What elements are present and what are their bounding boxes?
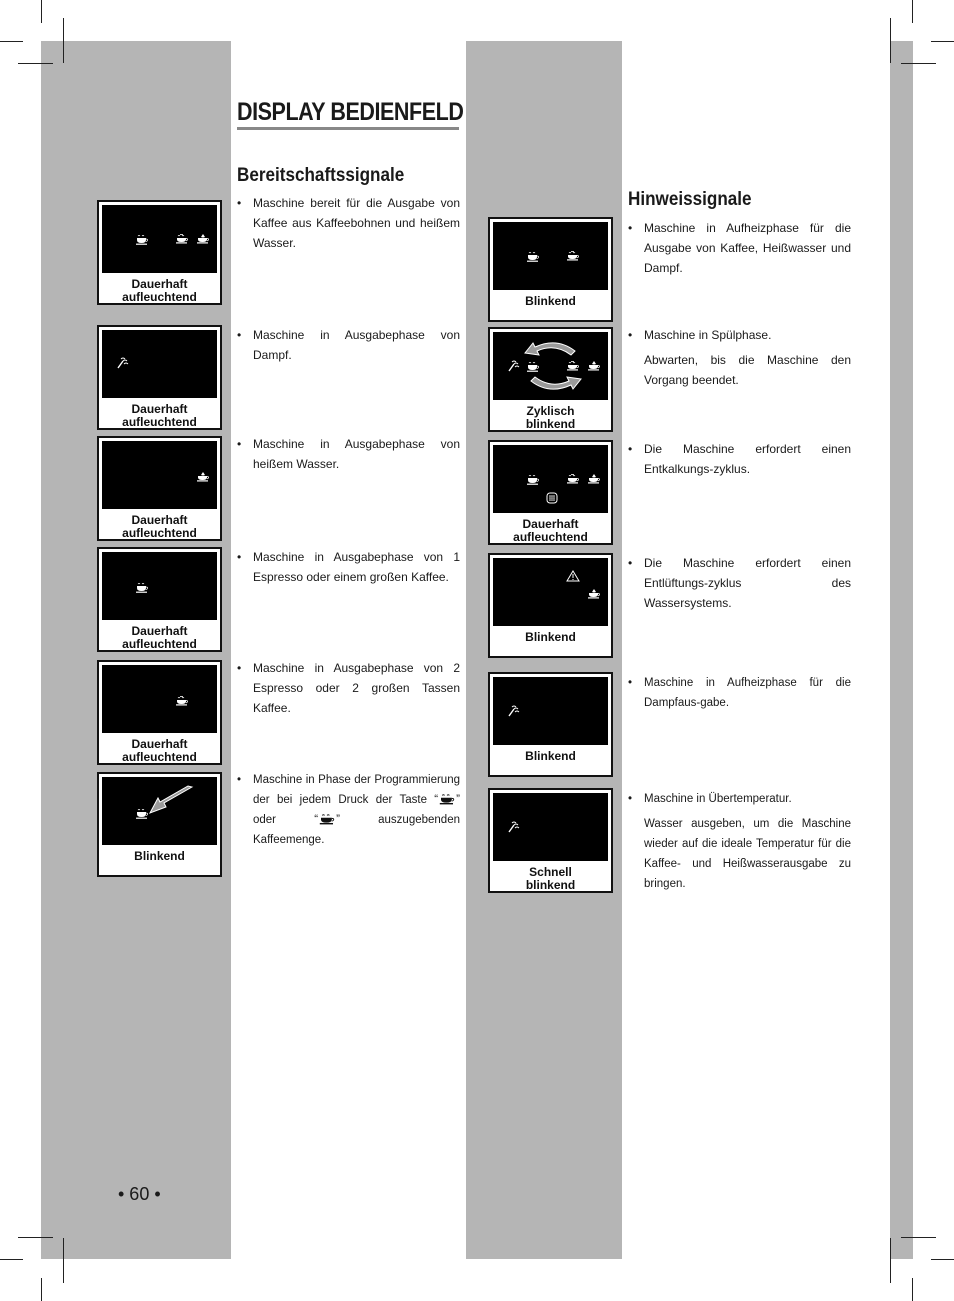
coffee-cup-icon	[566, 474, 580, 484]
display-screen	[102, 330, 217, 398]
coffee-button-icon	[318, 813, 336, 825]
display-panel	[97, 436, 222, 541]
description: • Maschine in Ausgabephase von heißem Wasser.	[237, 437, 460, 471]
display-panel	[488, 788, 613, 893]
panel-caption: Dauerhaft aufleuchtend	[122, 402, 197, 429]
description: • Maschine in Phase der Programmierung der bei jedem Druck der Taste “ ” oder “ ” auszugebenden Kaffeemenge.	[237, 774, 460, 846]
steam-icon	[506, 821, 520, 833]
hot-water-icon	[587, 589, 601, 599]
display-screen	[493, 445, 608, 513]
display-screen	[102, 665, 217, 733]
display-panel	[97, 325, 222, 430]
coffee-cup-icon	[175, 234, 189, 244]
steam-icon	[506, 705, 520, 717]
espresso-cup-icon	[135, 583, 149, 593]
title-underline	[237, 127, 459, 130]
espresso-button-icon	[438, 793, 456, 805]
panel-caption: Blinkend	[525, 294, 576, 308]
display-screen	[493, 558, 608, 626]
steam-icon	[115, 357, 129, 369]
panel-caption: Blinkend	[525, 749, 576, 763]
display-panel	[488, 440, 613, 545]
display-panel	[488, 672, 613, 777]
page-number: • 60 •	[118, 1184, 161, 1204]
description: • Die Maschine erfordert einen Entlüftungs-zyklus des Wassersystems.	[628, 556, 851, 610]
warning-icon	[566, 570, 580, 582]
panel-caption: Blinkend	[134, 849, 185, 863]
display-screen	[102, 552, 217, 620]
description: • Die Maschine erfordert einen Entkalkungs-zyklus.	[628, 442, 851, 476]
display-screen	[493, 677, 608, 745]
section-heading-hinweissignale: Hinweissignale	[628, 189, 752, 210]
display-panel	[97, 772, 222, 877]
hot-water-icon	[587, 474, 601, 484]
display-panel	[97, 660, 222, 765]
espresso-cup-icon	[135, 235, 149, 245]
description: • Maschine in Aufheizphase für die Ausgabe von Kaffee, Heißwasser und Dampf.	[628, 221, 851, 275]
description: • Maschine in Ausgabephase von 2 Espresso oder 2 großen Tassen Kaffee.	[237, 661, 460, 715]
display-panel	[97, 547, 222, 652]
display-panel	[97, 200, 222, 305]
section-heading-bereitschaftssignale: Bereitschaftssignale	[237, 165, 405, 186]
panel-caption: Dauerhaft aufleuchtend	[122, 737, 197, 764]
hot-water-icon	[196, 472, 210, 482]
panel-caption: Zyklisch blinkend	[525, 404, 576, 431]
steam-icon	[506, 360, 520, 372]
panel-caption: Schnell blinkend	[525, 865, 576, 892]
espresso-cup-icon	[526, 252, 540, 262]
descale-icon	[546, 492, 558, 504]
display-screen	[102, 205, 217, 273]
page-title: DISPLAY BEDIENFELD	[237, 98, 464, 126]
description: • Maschine in Spülphase. Abwarten, bis die Maschine den Vorgang beendet.	[628, 328, 851, 387]
pointer-arrow-icon	[146, 783, 194, 815]
panel-caption: Dauerhaft aufleuchtend	[122, 277, 197, 304]
display-screen	[493, 793, 608, 861]
cycle-arrows-icon	[523, 335, 583, 397]
description: • Maschine bereit für die Ausgabe von Kaffee aus Kaffeebohnen und heißem Wasser.	[237, 196, 460, 250]
coffee-cup-icon	[175, 696, 189, 706]
display-screen	[102, 441, 217, 509]
panel-caption: Blinkend	[525, 630, 576, 644]
display-screen	[493, 222, 608, 290]
hot-water-icon	[587, 361, 601, 371]
display-screen	[493, 332, 608, 400]
panel-caption: Dauerhaft aufleuchtend	[122, 513, 197, 540]
right-margin-bar	[890, 41, 913, 1259]
panel-caption: Dauerhaft aufleuchtend	[513, 517, 588, 544]
display-panel	[488, 327, 613, 432]
description: • Maschine in Aufheizphase für die Dampfaus-gabe.	[628, 677, 851, 709]
description: • Maschine in Ausgabephase von 1 Espresso oder einem großen Kaffee.	[237, 550, 460, 584]
display-panel	[488, 553, 613, 658]
panel-caption: Dauerhaft aufleuchtend	[122, 624, 197, 651]
espresso-cup-icon	[526, 475, 540, 485]
coffee-cup-icon	[566, 251, 580, 261]
hot-water-icon	[196, 234, 210, 244]
display-panel	[488, 217, 613, 322]
description: • Maschine in Ausgabephase von Dampf.	[237, 328, 460, 362]
display-screen	[102, 777, 217, 845]
description: • Maschine in Übertemperatur. Wasser ausgeben, um die Maschine wieder auf die ideale Temperatur für die Kaffee- und Heißwasserausgabe zu bringen.	[628, 793, 851, 890]
